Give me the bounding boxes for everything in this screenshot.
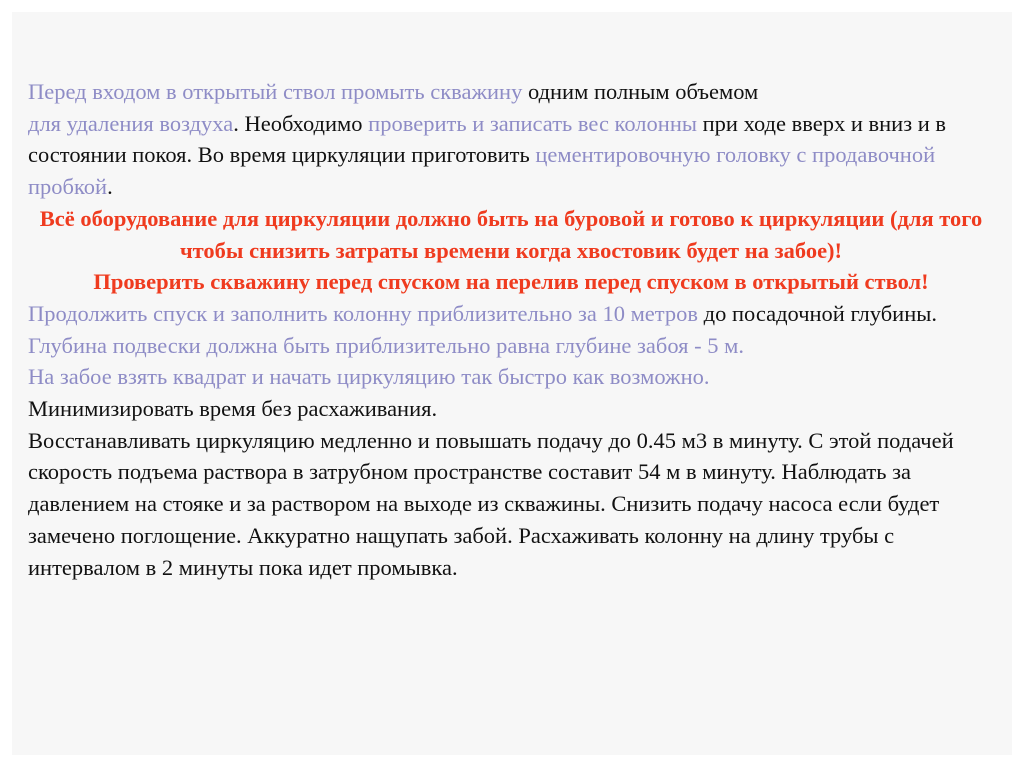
text-run: одним полным объемом	[522, 79, 759, 104]
slide-content	[28, 76, 994, 583]
paragraph-restore-circulation	[28, 425, 994, 584]
text-run: при ходе вверх и вниз и в состоянии покоя. Во время циркуляции приготовить	[28, 110, 947, 168]
text-run: Минимизировать время без расхаживания.	[28, 396, 438, 422]
text-run: до посадочной глубины.	[698, 300, 938, 326]
text-run: Продолжить спуск и заполнить колонну приблизительно за 10 метров	[28, 300, 699, 326]
slide	[12, 12, 1012, 755]
alert-equipment-ready: Всё оборудование для циркуляции должно быть на буровой и готово к циркуляции (для того чтобы снизить затраты времени когда хвостовик будет на забое)!	[39, 205, 983, 263]
text-run: Восстанавливать циркуляцию медленно и повышать подачу до 0.45 м3 в минуту. С этой подачей скорость подъема раствора в затрубном пространстве составит 54 м в минуту. Наблюдать за давлением на стояке и за раствором на выходе из скважины. Снизить подачу насоса если будет замечено поглощение. Аккуратно нащупать забой. Расхаживать колонну на длину трубы с интервалом в 2 минуты пока идет промывка.	[28, 427, 954, 580]
text-run: Глубина подвески должна быть приблизительно равна глубине забоя - 5 м.	[28, 332, 745, 358]
paragraph-continue-running	[28, 298, 994, 361]
text-run: . Необходимо	[233, 110, 369, 136]
text-run: На забое взять квадрат и начать циркуляцию так быстро как возможно.	[28, 364, 710, 390]
text-run: Перед входом в открытый ствол промыть скважину	[28, 79, 523, 104]
alert-check-overflow: Проверить скважину перед спуском на перелив перед спуском в открытый ствол!	[93, 269, 929, 295]
paragraph-start-circulation	[28, 361, 994, 393]
paragraph-minimize-time	[28, 393, 994, 425]
text-run: .	[107, 174, 113, 200]
paragraph-flush-well	[28, 76, 994, 203]
text-run: для удаления воздуха	[28, 110, 234, 136]
text-run: проверить и записать вес колонны	[368, 110, 697, 136]
text-run: цементировочную головку с продавочной пробкой	[28, 142, 936, 200]
